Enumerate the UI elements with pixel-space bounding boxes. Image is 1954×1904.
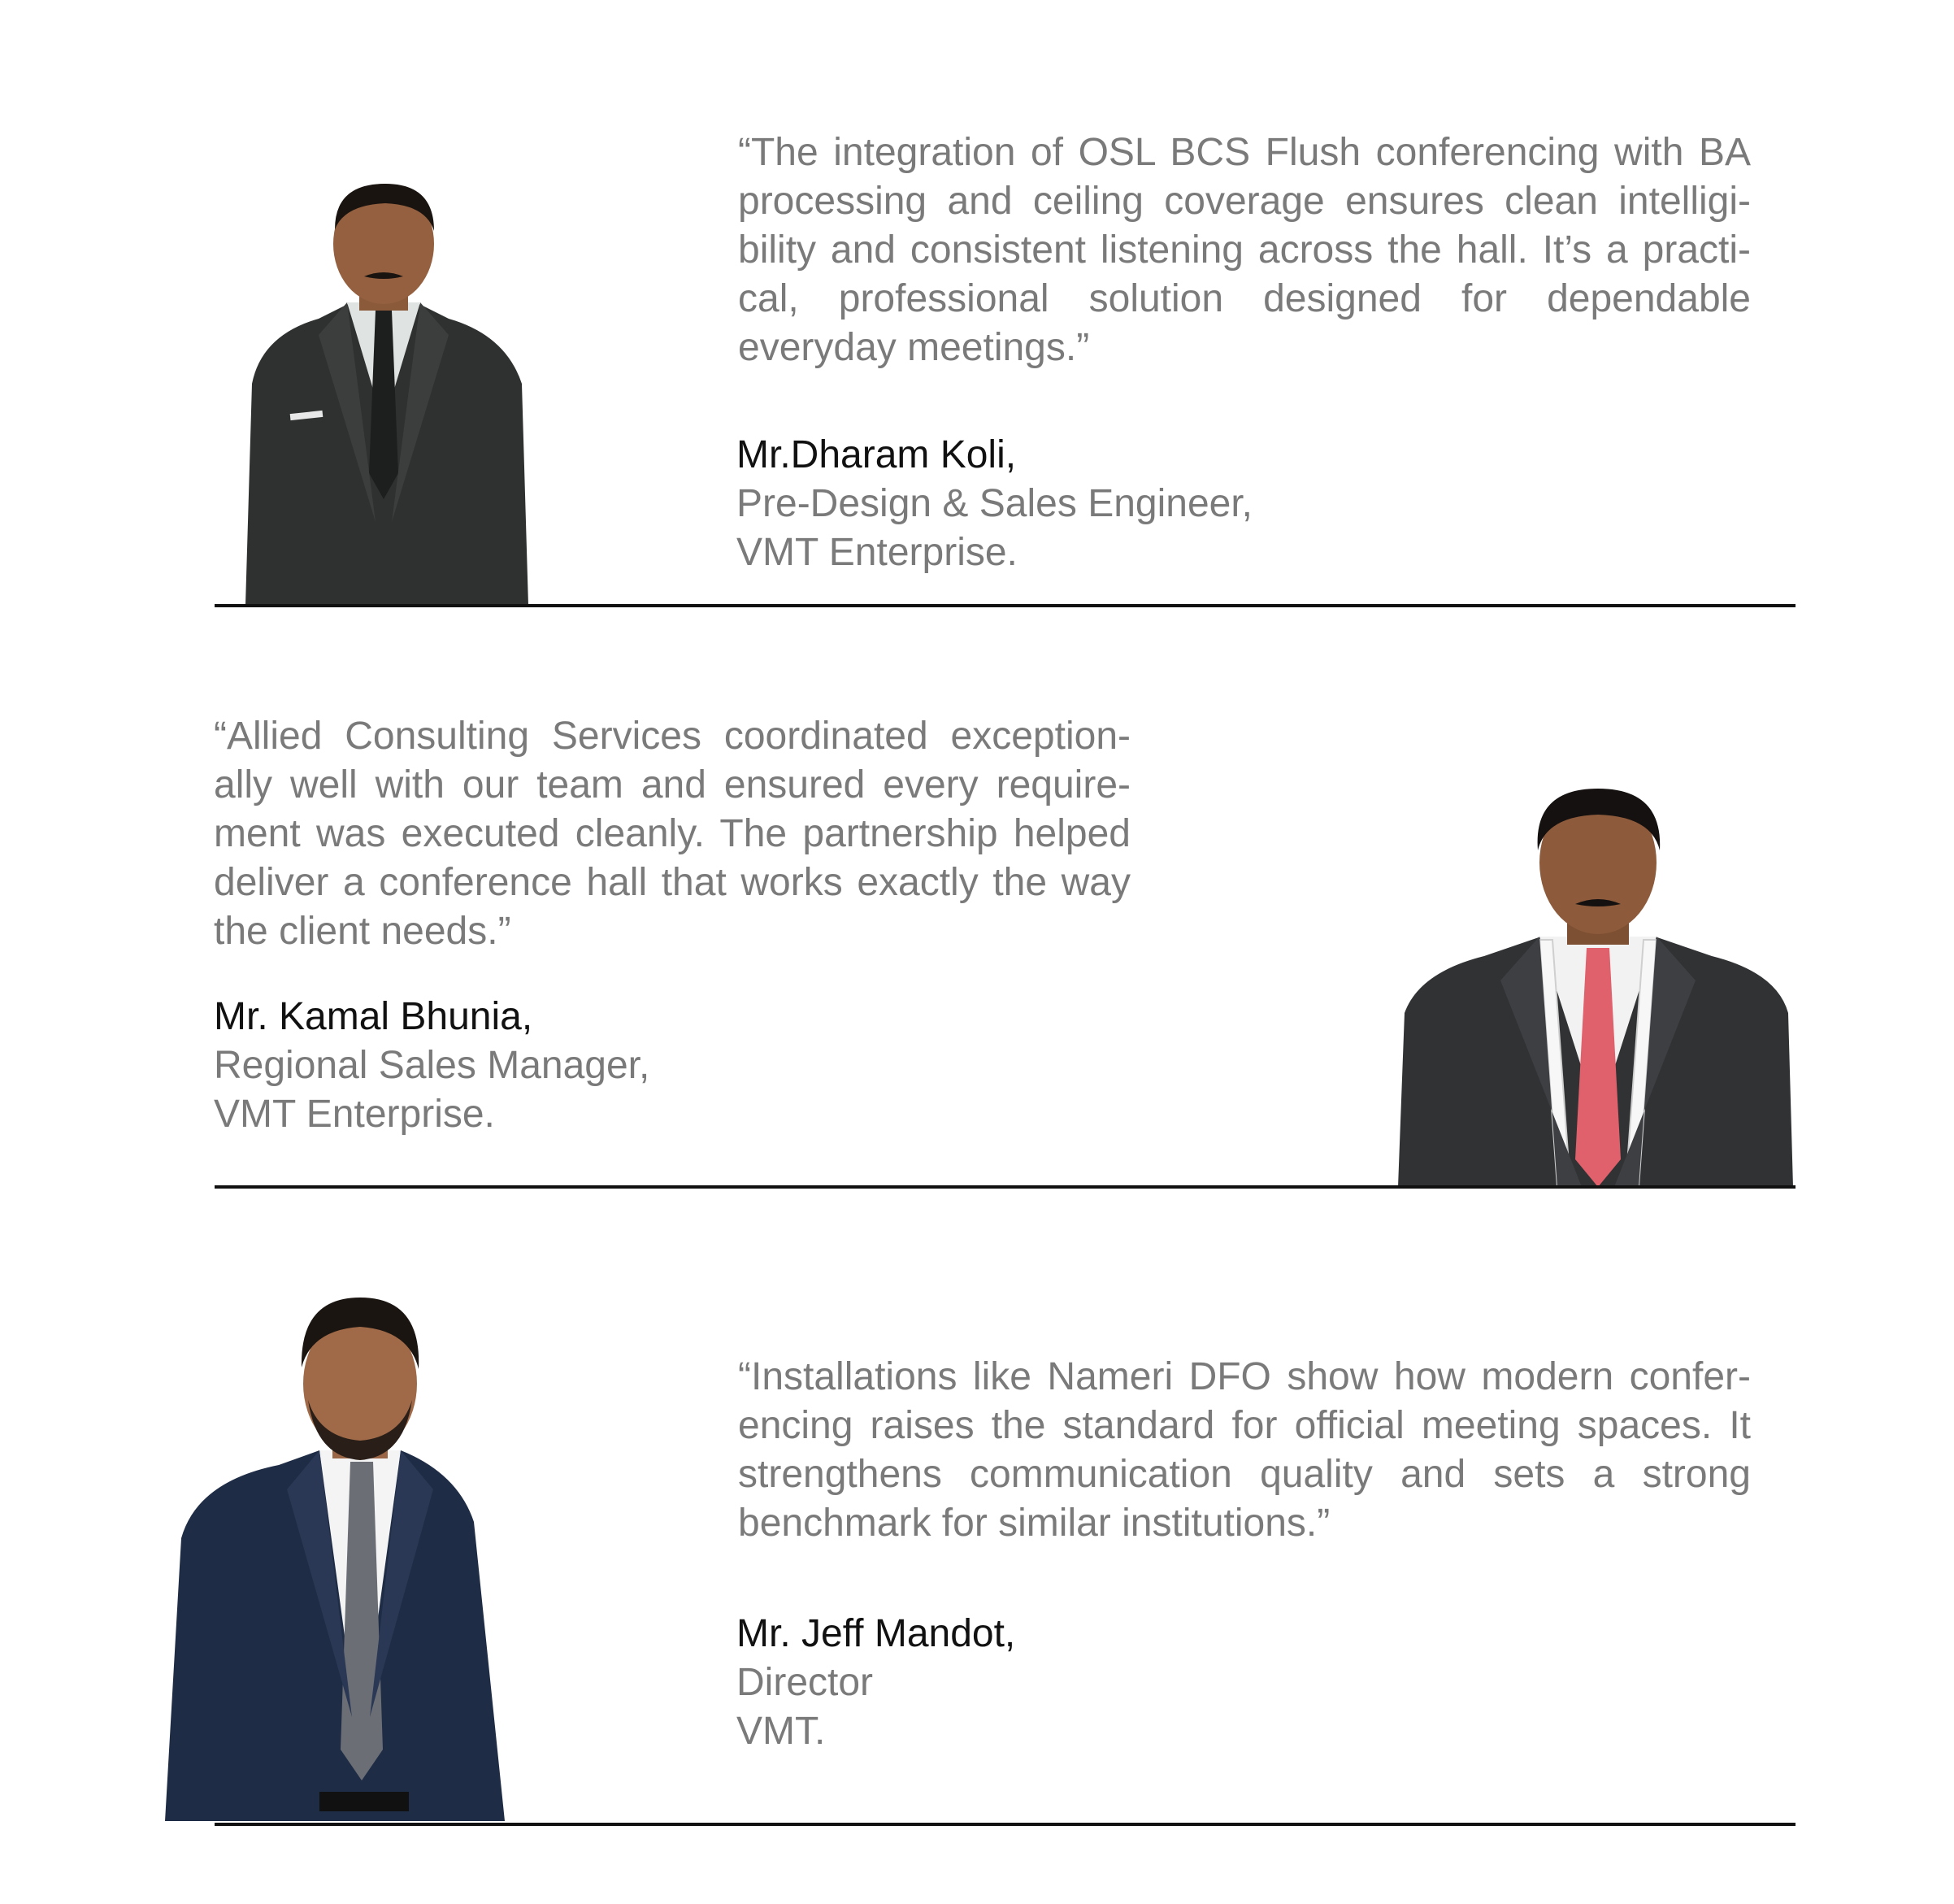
testimonial-name: Mr.Dharam Koli, <box>736 433 1017 476</box>
testimonial-quote: “The integration of OSL BCS Flush conferencing with BA processing and ceiling coverage ensures clean intelligi-bility and consistent listening across the hall. It’s a practi-cal, professional solution designed for dependable everyday meetings.” <box>738 131 1751 369</box>
section-divider <box>215 604 1796 607</box>
section-divider <box>215 1185 1796 1189</box>
testimonial-name: Mr. Jeff Mandot, <box>736 1612 1016 1655</box>
testimonial-quote: “Allied Consulting Services coordinated exception-ally well with our team and ensured every require-ment was executed cleanly. The partnership helped deliver a conference hall that works exactly the way the client needs.” <box>214 715 1131 953</box>
testimonial-company: VMT. <box>736 1710 826 1753</box>
testimonial-title: Director <box>736 1661 874 1704</box>
testimonial-company: VMT Enterprise. <box>736 531 1018 574</box>
testimonial-company: VMT Enterprise. <box>214 1093 495 1136</box>
person-photo-jeff-mandot <box>165 1294 506 1821</box>
person-photo-kamal-bhunia <box>1395 777 1796 1187</box>
person-photo-dharam-koli <box>213 180 554 605</box>
testimonial-name: Mr. Kamal Bhunia, <box>214 995 533 1038</box>
testimonial-quote: “Installations like Nameri DFO show how modern confer-encing raises the standard for official meeting spaces. It strengthens communication quality and sets a strong benchmark for similar institutions.” <box>738 1355 1751 1545</box>
section-divider <box>215 1823 1796 1826</box>
testimonial-title: Pre-Design & Sales Engineer, <box>736 482 1253 525</box>
testimonial-title: Regional Sales Manager, <box>214 1044 650 1087</box>
